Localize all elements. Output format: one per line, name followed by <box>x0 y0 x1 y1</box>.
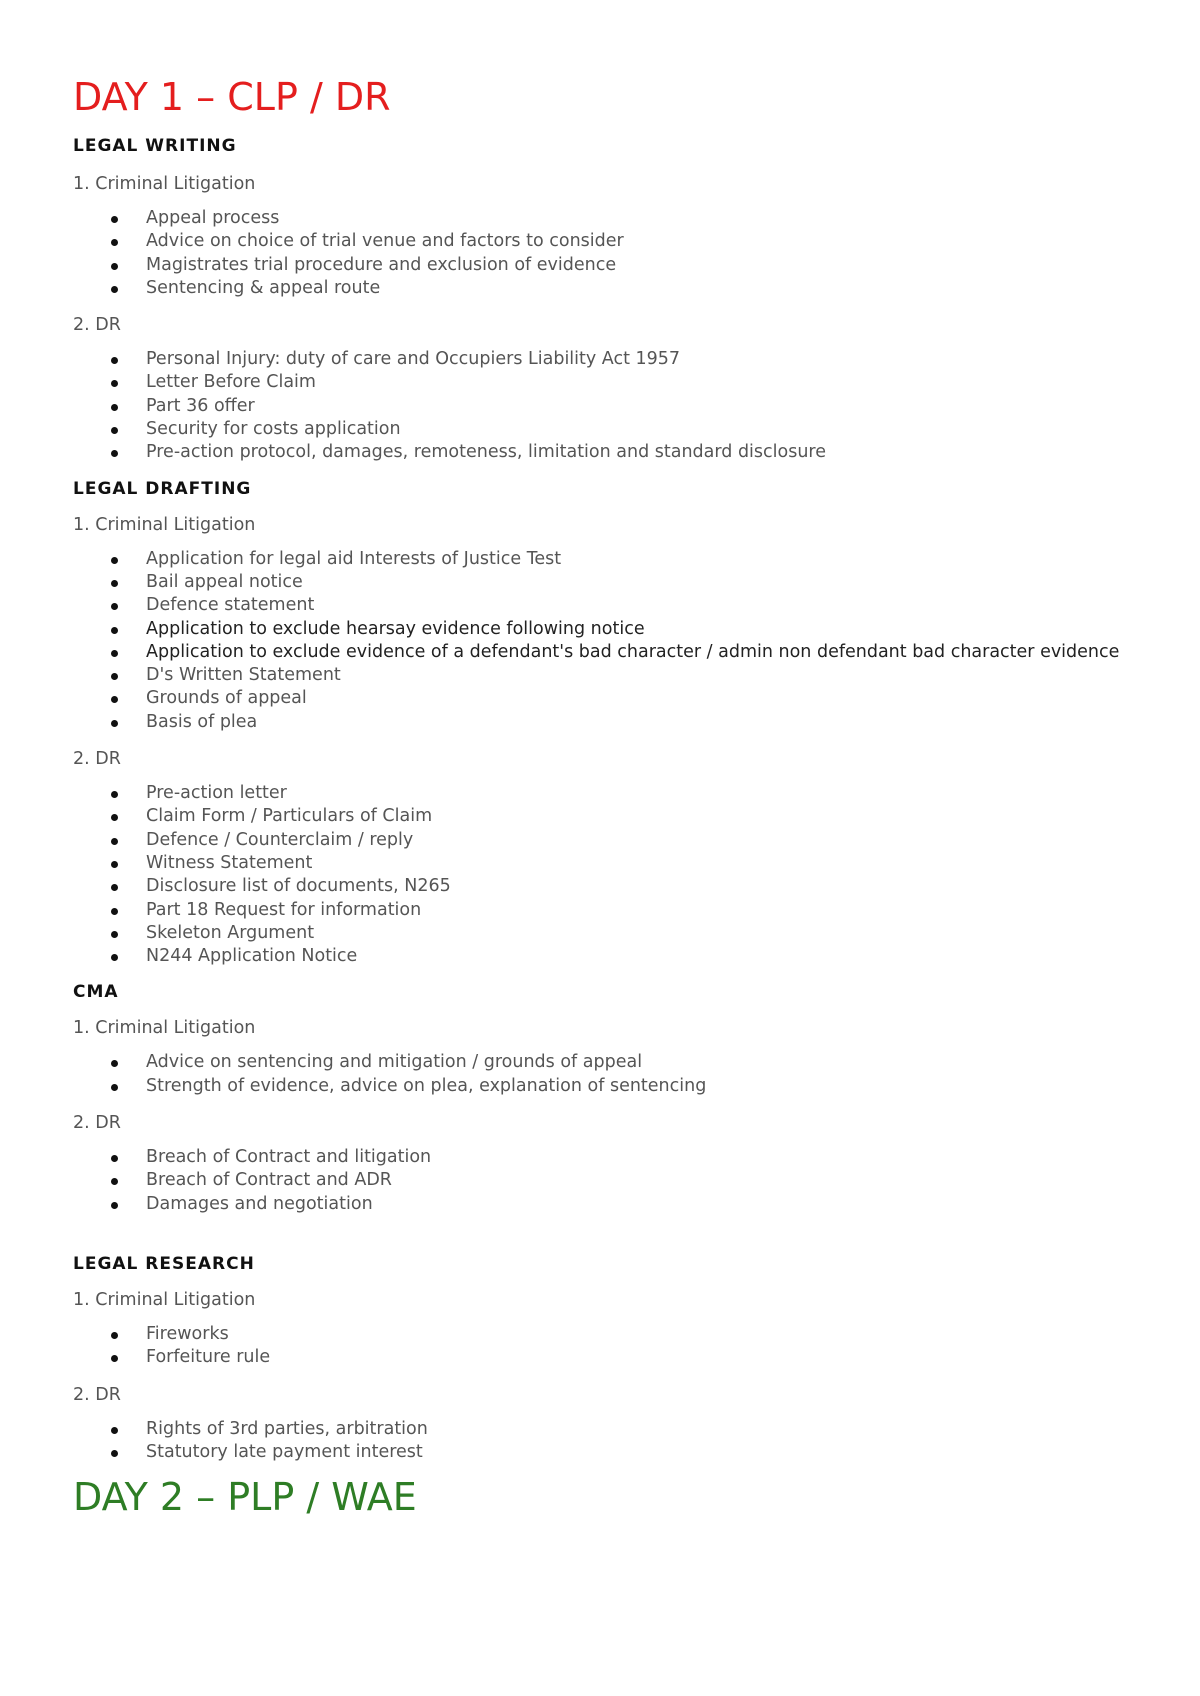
list-item: Bail appeal notice <box>73 571 1153 594</box>
list-item: Magistrates trial procedure and exclusion of evidence <box>73 254 1153 277</box>
list-item: Rights of 3rd parties, arbitration <box>73 1418 1153 1441</box>
bullet-icon <box>111 450 118 457</box>
list-item: Application to exclude hearsay evidence following notice <box>73 618 1153 641</box>
bullet-icon <box>111 954 118 961</box>
bullet-icon <box>111 1178 118 1185</box>
bullet-icon <box>111 603 118 610</box>
legal-writing-dr-label: 2. DR <box>73 315 121 336</box>
bullet-icon <box>111 814 118 821</box>
list-item: Security for costs application <box>73 418 1153 441</box>
bullet-icon <box>111 239 118 246</box>
legal-drafting-dr-label: 2. DR <box>73 749 121 770</box>
legal-drafting-heading: LEGAL DRAFTING <box>73 478 252 499</box>
bullet-icon <box>111 1084 118 1091</box>
list-item: Basis of plea <box>73 711 1153 734</box>
legal-drafting-crim-list <box>73 548 1153 734</box>
bullet-icon <box>111 286 118 293</box>
list-item: Damages and negotiation <box>73 1193 1153 1216</box>
list-item: Defence / Counterclaim / reply <box>73 829 1153 852</box>
list-item: Sentencing & appeal route <box>73 277 1153 300</box>
day1-title: DAY 1 – CLP / DR <box>73 75 391 119</box>
list-item: Breach of Contract and litigation <box>73 1146 1153 1169</box>
list-item: Grounds of appeal <box>73 687 1153 710</box>
document-content <box>73 72 1153 1522</box>
legal-drafting-crim-label: 1. Criminal Litigation <box>73 514 256 535</box>
bullet-icon <box>111 1202 118 1209</box>
legal-writing-heading: LEGAL WRITING <box>73 136 237 156</box>
bullet-icon <box>111 838 118 845</box>
list-item: Breach of Contract and ADR <box>73 1169 1153 1192</box>
bullet-icon <box>111 791 118 798</box>
cma-dr-list <box>73 1146 1153 1216</box>
legal-drafting-dr-list <box>73 782 1153 968</box>
bullet-icon <box>111 861 118 868</box>
legal-research-dr-list <box>73 1418 1153 1465</box>
legal-research-crim-list <box>73 1323 1153 1370</box>
bullet-icon <box>111 1427 118 1434</box>
list-item: Claim Form / Particulars of Claim <box>73 805 1153 828</box>
cma-heading: CMA <box>73 982 119 1003</box>
list-item: Application for legal aid Interests of Justice Test <box>73 548 1153 571</box>
list-item: Personal Injury: duty of care and Occupiers Liability Act 1957 <box>73 348 1153 371</box>
list-item: Application to exclude evidence of a defendant's bad character / admin non defendant bad character evidence <box>73 641 1153 664</box>
bullet-icon <box>111 908 118 915</box>
bullet-icon <box>111 720 118 727</box>
cma-crim-label: 1. Criminal Litigation <box>73 1018 256 1039</box>
list-item: Letter Before Claim <box>73 371 1153 394</box>
legal-writing-crim-label: 1. Criminal Litigation <box>73 174 256 194</box>
bullet-icon <box>111 696 118 703</box>
bullet-icon <box>111 1450 118 1457</box>
bullet-icon <box>111 884 118 891</box>
list-item: Skeleton Argument <box>73 922 1153 945</box>
bullet-icon <box>111 1355 118 1362</box>
legal-writing-crim-list <box>73 207 1153 300</box>
bullet-icon <box>111 263 118 270</box>
list-item: Statutory late payment interest <box>73 1441 1153 1464</box>
list-item: N244 Application Notice <box>73 945 1153 968</box>
list-item: Defence statement <box>73 594 1153 617</box>
list-item: Appeal process <box>73 207 1153 230</box>
bullet-icon <box>111 931 118 938</box>
bullet-icon <box>111 380 118 387</box>
list-item: Witness Statement <box>73 852 1153 875</box>
list-item: Advice on choice of trial venue and factors to consider <box>73 230 1153 253</box>
list-item: D's Written Statement <box>73 664 1153 687</box>
bullet-icon <box>111 404 118 411</box>
bullet-icon <box>111 427 118 434</box>
bullet-icon <box>111 357 118 364</box>
bullet-icon <box>111 1060 118 1067</box>
list-item: Disclosure list of documents, N265 <box>73 875 1153 898</box>
bullet-icon <box>111 1155 118 1162</box>
bullet-icon <box>111 627 118 634</box>
day2-title: DAY 2 – PLP / WAE <box>73 1475 417 1520</box>
list-item: Fireworks <box>73 1323 1153 1346</box>
list-item: Advice on sentencing and mitigation / grounds of appeal <box>73 1051 1153 1074</box>
list-item: Forfeiture rule <box>73 1346 1153 1369</box>
legal-research-dr-label: 2. DR <box>73 1384 121 1405</box>
list-item: Pre-action letter <box>73 782 1153 805</box>
cma-crim-list <box>73 1051 1153 1098</box>
bullet-icon <box>111 650 118 657</box>
list-item: Pre-action protocol, damages, remoteness, limitation and standard disclosure <box>73 441 1153 464</box>
cma-dr-label: 2. DR <box>73 1113 121 1134</box>
list-item: Strength of evidence, advice on plea, explanation of sentencing <box>73 1075 1153 1098</box>
list-item: Part 36 offer <box>73 395 1153 418</box>
bullet-icon <box>111 557 118 564</box>
legal-research-heading: LEGAL RESEARCH <box>73 1253 255 1274</box>
legal-writing-dr-list <box>73 348 1153 464</box>
bullet-icon <box>111 673 118 680</box>
bullet-icon <box>111 216 118 223</box>
bullet-icon <box>111 1332 118 1339</box>
list-item: Part 18 Request for information <box>73 899 1153 922</box>
bullet-icon <box>111 580 118 587</box>
legal-research-crim-label: 1. Criminal Litigation <box>73 1289 256 1310</box>
